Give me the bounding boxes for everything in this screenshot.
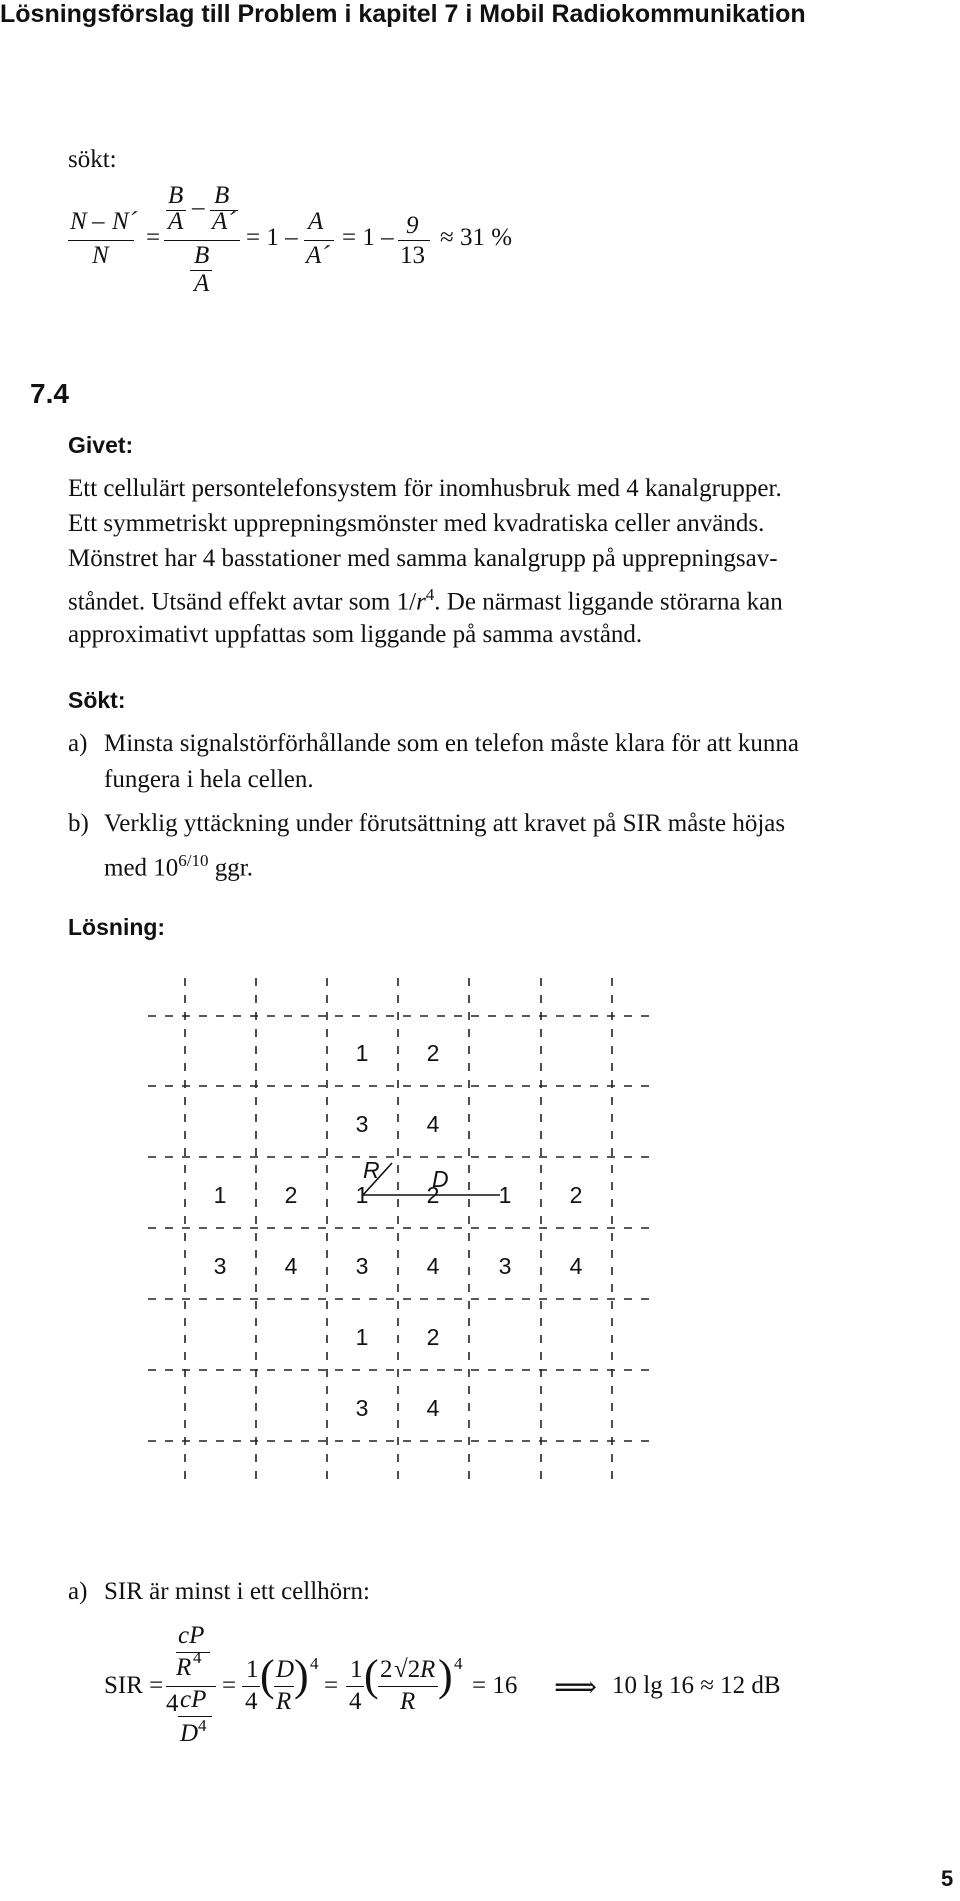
sol-den1: cP bbox=[180, 1686, 207, 1713]
sol-result: 10 lg 16 ≈ 12 dB bbox=[612, 1672, 781, 1699]
grid-cell-label: 4 bbox=[426, 1253, 440, 1279]
solution-a-text: SIR är minst i ett cellhörn: bbox=[104, 1578, 370, 1605]
eq-lhs-num-a: N bbox=[70, 208, 87, 235]
sol-f1-bar bbox=[242, 1686, 260, 1687]
sol-f1-den: 4 bbox=[245, 1688, 258, 1715]
givet-line-1: Ett cellulärt persontelefonsystem för inomhusbruk med 4 kanalgrupper. bbox=[68, 475, 782, 502]
sol-p1-open: ( bbox=[260, 1651, 275, 1700]
sol-p2-bar bbox=[378, 1686, 438, 1687]
grid-cell-label: 1 bbox=[355, 1040, 369, 1066]
sol-eq2: = bbox=[324, 1672, 339, 1699]
eq-mid-den-A: A bbox=[194, 270, 210, 297]
sol-f2-num: 1 bbox=[350, 1656, 363, 1683]
sol-p1-bar bbox=[274, 1686, 294, 1687]
sol-f2-den: 4 bbox=[349, 1688, 362, 1715]
sol-den-coef: 4 bbox=[166, 1690, 179, 1717]
sokt-b-marker: b) bbox=[68, 810, 89, 837]
sol-eq1: = bbox=[222, 1672, 237, 1699]
page-header-title: Lösningsförslag till Problem i kapitel 7 i Mobil Radiokommunikation bbox=[0, 0, 806, 28]
grid-cell-label: 1 bbox=[498, 1182, 512, 1208]
sol-p2-exp: 4 bbox=[454, 1654, 463, 1673]
sol-num1: cP bbox=[178, 1622, 205, 1649]
givet-line-2: Ett symmetriskt upprepningsmönster med kvadratiska celler används. bbox=[68, 510, 765, 537]
grid-cell-label: 4 bbox=[284, 1253, 298, 1279]
problem-number: 7.4 bbox=[30, 378, 69, 409]
grid-cell-label: 2 bbox=[284, 1182, 298, 1208]
solution-equation bbox=[100, 1620, 860, 1770]
label-D: D bbox=[432, 1166, 449, 1192]
givet-line-4-pre: ståndet. Utsänd effekt avtar som 1/ bbox=[68, 588, 417, 616]
losning-label: Lösning: bbox=[68, 914, 166, 940]
eq-mid-num-B2: B bbox=[214, 182, 230, 209]
grid-cell-label: 1 bbox=[355, 1324, 369, 1350]
sokt-b-line-2-post: ggr. bbox=[208, 854, 253, 882]
grid-cell-label: 3 bbox=[498, 1253, 512, 1279]
sol-p2-num-pre: 2 bbox=[380, 1656, 393, 1683]
givet-line-4-var: r bbox=[416, 588, 426, 616]
eq-equals-1: = bbox=[146, 224, 161, 251]
grid-cell-label: 4 bbox=[426, 1395, 440, 1421]
sokt-b-line-1: Verklig yttäckning under förutsättning att kravet på SIR måste höjas bbox=[104, 810, 786, 837]
grid-cell-label: 3 bbox=[355, 1253, 369, 1279]
sokt-b-line-2-exp: 6/10 bbox=[178, 851, 209, 870]
eq-lhs-minus: – bbox=[92, 208, 105, 235]
eq-frac2-den: A´ bbox=[306, 242, 330, 269]
label-R: R bbox=[363, 1157, 380, 1183]
sol-p1-den: R bbox=[276, 1688, 292, 1715]
grid-cell-label: 2 bbox=[426, 1040, 440, 1066]
page-number: 5 bbox=[941, 1866, 954, 1891]
sol-eq3: = 16 bbox=[472, 1672, 518, 1699]
sol-p1-exp: 4 bbox=[310, 1654, 319, 1673]
eq-equals-2: = 1 – bbox=[246, 224, 298, 251]
sokt-label: Sökt: bbox=[68, 687, 126, 713]
givet-line-4-post: . De närmast liggande störarna kan bbox=[434, 588, 783, 616]
sol-sir-label: SIR = bbox=[104, 1672, 164, 1699]
eq-frac2-num: A bbox=[308, 208, 324, 235]
sol-den2-exp: 4 bbox=[198, 1716, 207, 1735]
grid-cell-label: 3 bbox=[355, 1111, 369, 1137]
eq-frac3-den: 13 bbox=[400, 242, 425, 269]
eq-mid-num-minus: – bbox=[192, 194, 205, 221]
prev-sokt-label: sökt: bbox=[68, 146, 117, 173]
sol-p1-close: ) bbox=[294, 1651, 309, 1700]
eq-equals-3: = 1 – bbox=[342, 224, 394, 251]
grid-cell-label: 2 bbox=[426, 1324, 440, 1350]
givet-line-3: Mönstret har 4 basstationer med samma kanalgrupp på upprepningsav- bbox=[68, 545, 778, 572]
grid-cell-label: 3 bbox=[213, 1253, 227, 1279]
sol-num2-exp: 4 bbox=[193, 1648, 202, 1667]
sol-den2-D: D bbox=[180, 1720, 199, 1747]
grid-cell-label: 2 bbox=[569, 1182, 583, 1208]
givet-line-5: approximativt uppfattas som liggande på samma avstånd. bbox=[68, 621, 643, 648]
eq-mid-num-A1: A bbox=[168, 208, 184, 235]
sol-implies: ⟹ bbox=[554, 1671, 598, 1704]
grid-cell-label: 1 bbox=[213, 1182, 227, 1208]
grid-cell-label: 2 bbox=[426, 1182, 440, 1208]
sol-num2-R: R bbox=[176, 1654, 192, 1681]
eq-lhs-den: N bbox=[92, 242, 109, 269]
sokt-a-marker: a) bbox=[68, 730, 88, 757]
sol-f2-bar bbox=[346, 1686, 364, 1687]
sokt-a-line-1: Minsta signalstörförhållande som en telefon måste klara för att kunna bbox=[104, 730, 799, 757]
sol-f1-num: 1 bbox=[246, 1656, 259, 1683]
grid-cell-label: 4 bbox=[569, 1253, 583, 1279]
sokt-b-line-2-pre: med 10 bbox=[104, 854, 179, 882]
givet-line-4-exp: 4 bbox=[425, 585, 435, 604]
sol-p2-open: ( bbox=[364, 1651, 379, 1700]
givet-label: Givet: bbox=[68, 432, 134, 458]
eq-frac3-num: 9 bbox=[406, 212, 419, 239]
sol-p2-den: R bbox=[400, 1688, 416, 1715]
eq-mid-num-B1: B bbox=[168, 182, 184, 209]
sol-p2-num-R: R bbox=[420, 1656, 436, 1683]
solution-a-marker: a) bbox=[68, 1578, 88, 1605]
sokt-a-line-2: fungera i hela cellen. bbox=[104, 766, 314, 793]
eq-mid-den-B: B bbox=[194, 242, 210, 269]
sol-p2-close: ) bbox=[438, 1651, 453, 1700]
grid-cell-label: 4 bbox=[426, 1111, 440, 1137]
sol-p2-num-sqrt: √2 bbox=[394, 1656, 421, 1683]
grid-cell-label: 3 bbox=[355, 1395, 369, 1421]
sol-p1-num: D bbox=[276, 1656, 295, 1683]
eq-lhs-num-b: N´ bbox=[112, 208, 137, 235]
grid-cell-label: 1 bbox=[355, 1182, 369, 1208]
eq-result: ≈ 31 % bbox=[440, 224, 513, 251]
eq-mid-num-A2: A´ bbox=[212, 208, 236, 235]
